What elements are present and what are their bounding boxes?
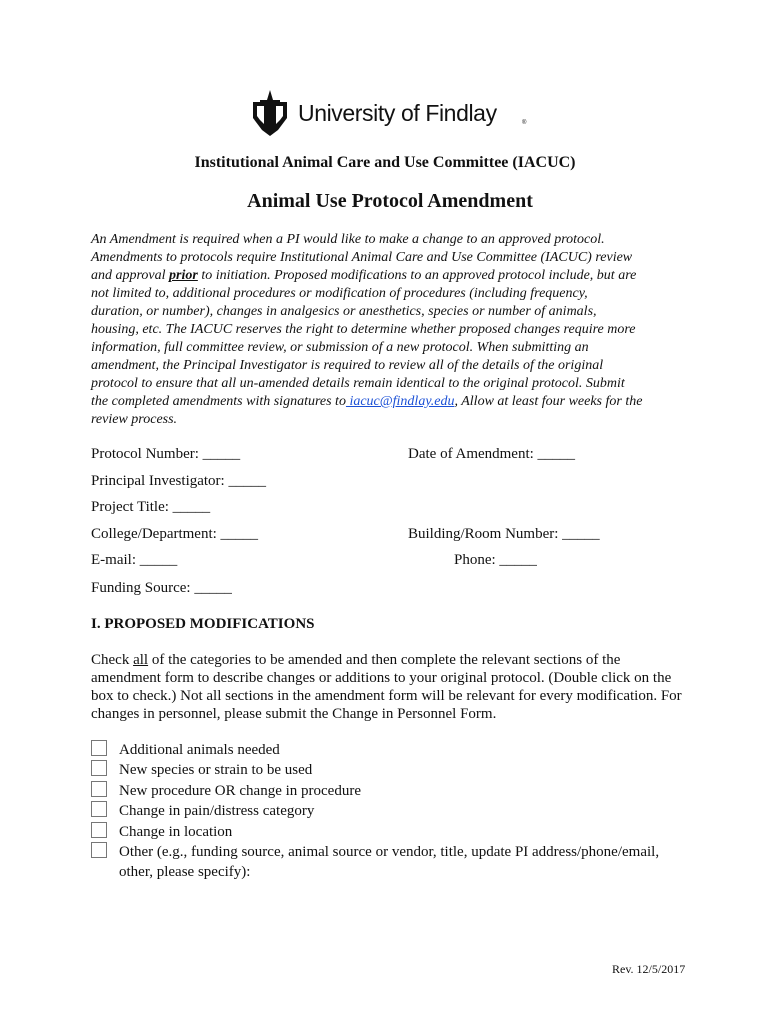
intro-line: not limited to, additional procedures or modification of procedures (including frequency, [91,286,588,301]
intro-line: review process. [91,412,178,427]
intro-line: housing, etc. The IACUC reserves the right to determine whether proposed changes require more [91,322,636,337]
committee-heading: Institutional Animal Care and Use Committee (IACUC) [194,154,576,171]
date-of-amendment-field[interactable]: Date of Amendment: _____ [408,446,576,462]
intro-line: duration, or number), changes in analgesics or anesthetics, species or number of animals, [91,304,597,319]
intro-line: amendment, the Principal Investigator is required to review all of the details of the original [91,358,604,373]
page-title: Animal Use Protocol Amendment [247,190,533,212]
iacuc-email-link[interactable]: iacuc@findlay.edu [345,394,455,409]
prior-emphasis: prior [169,268,198,283]
intro-line: Amendments to protocols require Institutional Animal Care and Use Committee (IACUC) review [91,250,633,265]
intro-text: to initiation. Proposed modifications to an approved protocol include, but are [197,268,637,283]
email-field[interactable]: E-mail: _____ [91,552,178,568]
intro-text: , Allow at least four weeks for the [454,394,643,409]
tower-emblem-icon [250,88,290,138]
instructions-text: Check [91,652,134,668]
intro-text: the completed amendments with signatures to [91,394,346,409]
intro-line [91,267,701,285]
instructions-text: of the categories to be amended and then complete the relevant sections of the [148,652,621,668]
university-logo [250,88,540,138]
project-title-field[interactable]: Project Title: _____ [91,499,211,515]
intro-text: and approval [91,268,170,283]
checkbox-label: Additional animals needed [119,742,280,758]
intro-line [91,393,701,411]
checkbox-label-continued: other, please specify): [119,864,251,880]
other-checkbox[interactable] [91,842,107,858]
intro-line: An Amendment is required when a PI would like to make a change to an approved protocol. [91,232,605,247]
checkbox-label: Change in pain/distress category [119,803,315,819]
phone-field[interactable]: Phone: _____ [454,552,537,568]
new-procedure-checkbox[interactable] [91,781,107,797]
section-heading: I. PROPOSED MODIFICATIONS [91,616,315,632]
building-room-field[interactable]: Building/Room Number: _____ [408,526,600,542]
principal-investigator-field[interactable]: Principal Investigator: _____ [91,473,266,489]
revision-date: Rev. 12/5/2017 [612,962,686,976]
all-emphasis: all [133,652,149,668]
logo-trademark: ® [522,120,527,126]
checkbox-label: Change in location [119,824,233,840]
new-species-checkbox[interactable] [91,760,107,776]
instructions-line [91,651,711,669]
change-location-checkbox[interactable] [91,822,107,838]
instructions-line: amendment form to describe changes or additions to your original protocol. (Double click on the [91,670,672,686]
pain-distress-checkbox[interactable] [91,801,107,817]
intro-line: protocol to ensure that all un-amended details remain identical to the original protocol. Submit [91,376,625,391]
instructions-line: changes in personnel, please submit the Change in Personnel Form. [91,706,497,722]
checkbox-label: New species or strain to be used [119,762,313,778]
funding-source-field[interactable]: Funding Source: _____ [91,580,232,596]
intro-paragraph [91,231,701,429]
checkbox-label: New procedure OR change in procedure [119,783,361,799]
intro-line: information, full committee review, or submission of a new protocol. When submitting an [91,340,589,355]
instructions-paragraph [91,651,711,723]
protocol-number-field[interactable]: Protocol Number: _____ [91,446,241,462]
instructions-line: box to check.) Not all sections in the amendment form will be relevant for every modification. For [91,688,682,704]
additional-animals-checkbox[interactable] [91,740,107,756]
logo-wordmark: University of Findlay [298,100,497,126]
college-department-field[interactable]: College/Department: _____ [91,526,259,542]
checkbox-label: Other (e.g., funding source, animal source or vendor, title, update PI address/phone/email, [119,844,660,860]
